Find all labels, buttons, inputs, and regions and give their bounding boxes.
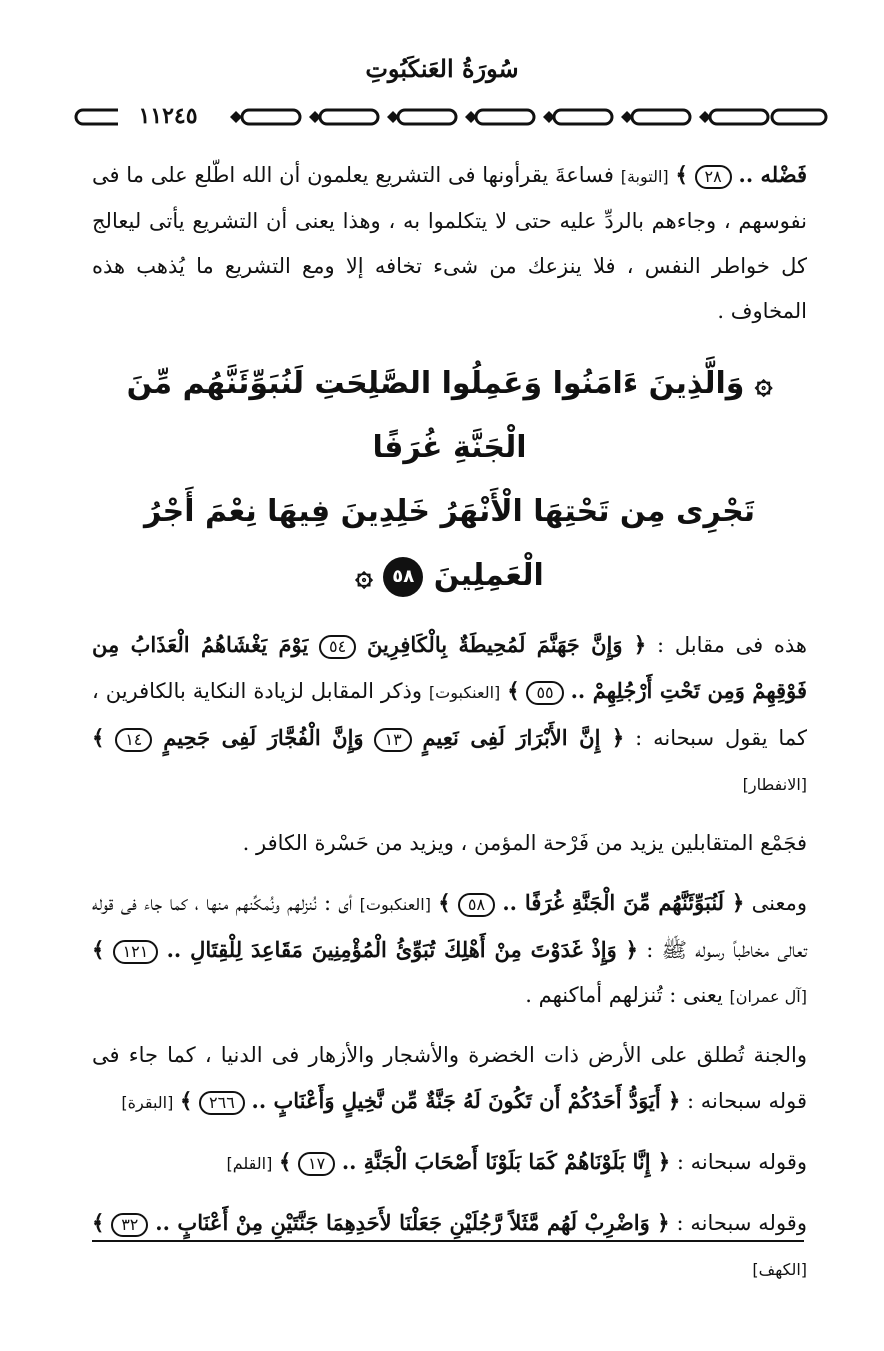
ayah-number-medallion: ٥٨: [383, 557, 423, 597]
quote-text: ﴿ وَإِذْ غَدَوْتَ مِنْ أَهْلِكَ تُبَوِّئُ الْمُؤْمِنِينَ مَقَاعِدَ لِلْقِتَالِ ..: [166, 937, 638, 962]
paragraph-1: [92, 152, 807, 334]
verse-number: ٥٨: [458, 893, 495, 917]
sura-reference: [الكهف]: [752, 1260, 807, 1279]
ayah-ornament-icon: ۞: [355, 558, 373, 593]
verse-number: ١٤: [115, 728, 152, 752]
quote-text: يَوْمَ يَغْشَاهُمُ الْعَذَابُ مِن فَوْقِهِمْ وَمِن تَحْتِ أَرْجُلِهِمْ ..: [92, 632, 807, 703]
bracket-close: ﴾: [507, 678, 520, 703]
sura-reference: [القلم]: [226, 1154, 273, 1173]
quote-text: ﴿ أَيَوَدُّ أَحَدُكُمْ أَن تَكُونَ لَهُ جَنَّةٌ مِّن نَّخِيلٍ وَأَعْنَابٍ ..: [251, 1088, 681, 1113]
page-number: ١١٢٤٥: [118, 100, 218, 132]
verse-number: ١٢١: [113, 940, 159, 964]
page-header: [0, 50, 884, 150]
bracket-close: ﴾: [92, 937, 105, 962]
paragraph-7: [92, 1200, 807, 1292]
paragraph-6: [92, 1139, 807, 1186]
paragraph-text: فساعةَ يقرأونها فى التشريع يعلمون أن الله اطّلع على ما فى نفوسهم ، وجاءهم بالردِّ عليه حتى لا يتكلموا به ، وهذا يعنى أن التشريع يأتى ليعالج كل خواطر النفس ، فلا ينزعك من شىء تخافه إلا ومع التشريع ما يُذهب هذه المخاوف .: [92, 163, 807, 323]
verse-number: ١٧: [298, 1152, 335, 1176]
bracket-close: ﴾: [438, 890, 451, 915]
quote-text: ﴿ وَإِنَّ جَهَنَّمَ لَمُحِيطَةٌ بِالْكَافِرِينَ: [366, 632, 647, 657]
paragraph-text: وقوله سبحانه :: [676, 1150, 807, 1174]
sura-reference: [العنكبوت]: [428, 683, 501, 702]
bracket-close: ﴾: [279, 1149, 292, 1174]
sura-reference: [الانفطار]: [742, 775, 807, 794]
paragraph-4: [92, 880, 807, 1019]
ayah-line-2: [92, 480, 807, 608]
bracket-close: ﴾: [675, 162, 688, 187]
bracket-close: ﴾: [92, 1210, 105, 1235]
sura-reference: [آل عمران]: [729, 987, 807, 1006]
ayah-text-2: تَجْرِى مِن تَحْتِهَا الْأَنْهَرُ خَلِدِينَ فِيهَا نِعْمَ أَجْرُ الْعَمِلِينَ: [144, 494, 755, 593]
sura-reference: [البقرة]: [121, 1093, 174, 1112]
paragraph-text: يعنى : تُنزلهم أماكنهم .: [525, 983, 723, 1007]
quote-text: وَإِنَّ الْفُجَّارَ لَفِى جَحِيمٍ: [163, 725, 364, 750]
paragraph-3: فجَمْع المتقابلين يزيد من فَرْحة المؤمن ، ويزيد من حَسْرة الكافر .: [242, 831, 807, 855]
paragraph-text: والجنة تُطلق على الأرض ذات الخضرة والأشجار والأزهار فى الدنيا ، كما جاء فى قوله سبحانه :: [92, 1043, 807, 1113]
sura-reference: [العنكبوت]: [359, 895, 431, 914]
paragraph-2: [92, 622, 807, 807]
featured-ayah: [92, 352, 807, 608]
verse-number: ٢٨: [695, 165, 732, 189]
paragraph-text: وقوله سبحانه :: [676, 1211, 807, 1235]
verse-number: ٢٦٦: [199, 1091, 245, 1115]
verse-number: ٥٥: [526, 681, 563, 705]
sura-title: سُورَةُ العَنكَبُوتِ: [365, 54, 519, 83]
paragraph-5: [92, 1033, 807, 1125]
verse-number: ٥٤: [319, 635, 356, 659]
paragraph-text: أى : نُنزلهم ونُمكِّنهم منها ، كما جاء فى قوله تعالى مخاطباً رسوله ﷺ :: [92, 891, 807, 962]
footer-rule: [92, 1240, 804, 1242]
bracket-close: ﴾: [180, 1088, 193, 1113]
page-body: [92, 152, 808, 1279]
quote-word: فَضْله ..: [738, 162, 808, 187]
quote-text: ﴿ إِنَّا بَلَوْنَاهُمْ كَمَا بَلَوْنَا أَصْحَابَ الْجَنَّةِ ..: [341, 1149, 671, 1174]
ayah-ornament-icon: ۞: [754, 366, 773, 401]
paragraph-text: وذكر المقابل لزيادة النكاية بالكافرين ، كما يقول سبحانه :: [92, 679, 807, 750]
paragraph-text: هذه فى مقابل :: [656, 633, 807, 657]
quote-text: ﴿ لَنُبَوِّئَنَّهُم مِّنَ الْجَنَّةِ غُرَفًا ..: [502, 890, 745, 915]
quote-text: ﴿ وَاضْرِبْ لَهُم مَّثَلاً رَّجُلَيْنِ جَعَلْنَا لأَحَدِهِمَا جَنَّتَيْنِ مِنْ أَعْنَابٍ ..: [155, 1210, 670, 1235]
ayah-text-1: وَالَّذِينَ ءَامَنُوا وَعَمِلُوا الصَّلِحَتِ لَنُبَوِّئَنَّهُم مِّنَ الْجَنَّةِ غُرَفًا: [126, 366, 745, 465]
verse-number: ٣٢: [111, 1213, 148, 1237]
bracket-close: ﴾: [92, 725, 105, 750]
verse-number: ١٣: [374, 728, 411, 752]
sura-reference: [التوبة]: [620, 167, 669, 186]
ayah-line-1: [92, 352, 807, 480]
paragraph-text: ومعنى: [751, 891, 807, 915]
quote-text: ﴿ إِنَّ الأَبْرَارَ لَفِى نَعِيمٍ: [422, 725, 625, 750]
